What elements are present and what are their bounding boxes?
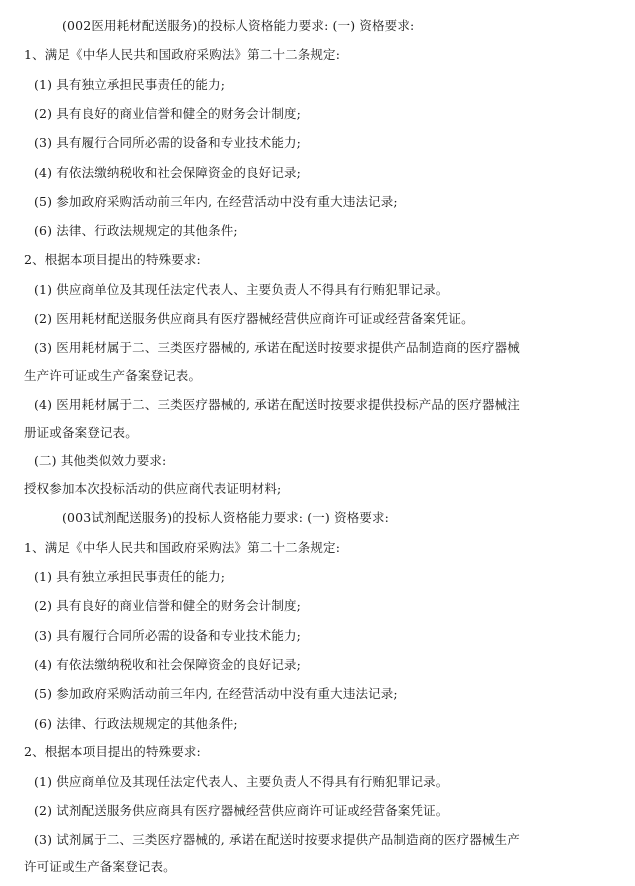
section-003-item2-sub2: (2) 试剂配送服务供应商具有医疗器械经营供应商许可证或经营备案凭证。	[34, 803, 449, 818]
section-003-item1-sub5: (5) 参加政府采购活动前三年内, 在经营活动中没有重大违法记录;	[34, 686, 398, 701]
section-002-header: (002医用耗材配送服务)的投标人资格能力要求: (一) 资格要求:	[62, 18, 415, 33]
section-002-item1-sub4: (4) 有依法缴纳税收和社会保障资金的良好记录;	[34, 165, 301, 180]
section-003-item1-title: 1、满足《中华人民共和国政府采购法》第二十二条规定:	[24, 540, 341, 555]
section-003-item1-sub2: (2) 具有良好的商业信誉和健全的财务会计制度;	[34, 598, 301, 613]
section-003-header: (003试剂配送服务)的投标人资格能力要求: (一) 资格要求:	[62, 510, 390, 525]
section-002-item1-sub6: (6) 法律、行政法规规定的其他条件;	[34, 223, 238, 238]
section-002-other-title: (二) 其他类似效力要求:	[34, 453, 167, 468]
section-002-item2-sub3-line1: (3) 医用耗材属于二、三类医疗器械的, 承诺在配送时按要求提供产品制造商的医疗器械	[34, 340, 520, 355]
section-003-item2-sub3-line2: 许可证或生产备案登记表。	[24, 859, 176, 874]
section-002-item1-sub2: (2) 具有良好的商业信誉和健全的财务会计制度;	[34, 106, 301, 121]
section-002-item2-sub1: (1) 供应商单位及其现任法定代表人、主要负责人不得具有行贿犯罪记录。	[34, 282, 449, 297]
section-002-item1-sub3: (3) 具有履行合同所必需的设备和专业技术能力;	[34, 135, 301, 150]
section-003-item1-sub6: (6) 法律、行政法规规定的其他条件;	[34, 716, 238, 731]
section-002-item2-sub4-line1: (4) 医用耗材属于二、三类医疗器械的, 承诺在配送时按要求提供投标产品的医疗器械注	[34, 397, 520, 412]
section-002-item2-sub3-line2: 生产许可证或生产备案登记表。	[24, 368, 202, 383]
section-003-item2-title: 2、根据本项目提出的特殊要求:	[24, 744, 201, 759]
section-003-item1-sub4: (4) 有依法缴纳税收和社会保障资金的良好记录;	[34, 657, 301, 672]
section-002-other-text: 授权参加本次投标活动的供应商代表证明材料;	[24, 481, 282, 496]
section-002-item2-title: 2、根据本项目提出的特殊要求:	[24, 252, 201, 267]
section-003-item2-sub3-line1: (3) 试剂属于二、三类医疗器械的, 承诺在配送时按要求提供产品制造商的医疗器械生产	[34, 832, 520, 847]
section-003-item1-sub3: (3) 具有履行合同所必需的设备和专业技术能力;	[34, 628, 301, 643]
section-002-item2-sub4-line2: 册证或备案登记表。	[24, 425, 138, 440]
section-003-item2-sub1: (1) 供应商单位及其现任法定代表人、主要负责人不得具有行贿犯罪记录。	[34, 774, 449, 789]
section-002-item1-sub5: (5) 参加政府采购活动前三年内, 在经营活动中没有重大违法记录;	[34, 194, 398, 209]
section-002-item1-sub1: (1) 具有独立承担民事责任的能力;	[34, 77, 226, 92]
section-002-item2-sub2: (2) 医用耗材配送服务供应商具有医疗器械经营供应商许可证或经营备案凭证。	[34, 311, 474, 326]
section-002-item1-title: 1、满足《中华人民共和国政府采购法》第二十二条规定:	[24, 47, 341, 62]
section-003-item1-sub1: (1) 具有独立承担民事责任的能力;	[34, 569, 226, 584]
